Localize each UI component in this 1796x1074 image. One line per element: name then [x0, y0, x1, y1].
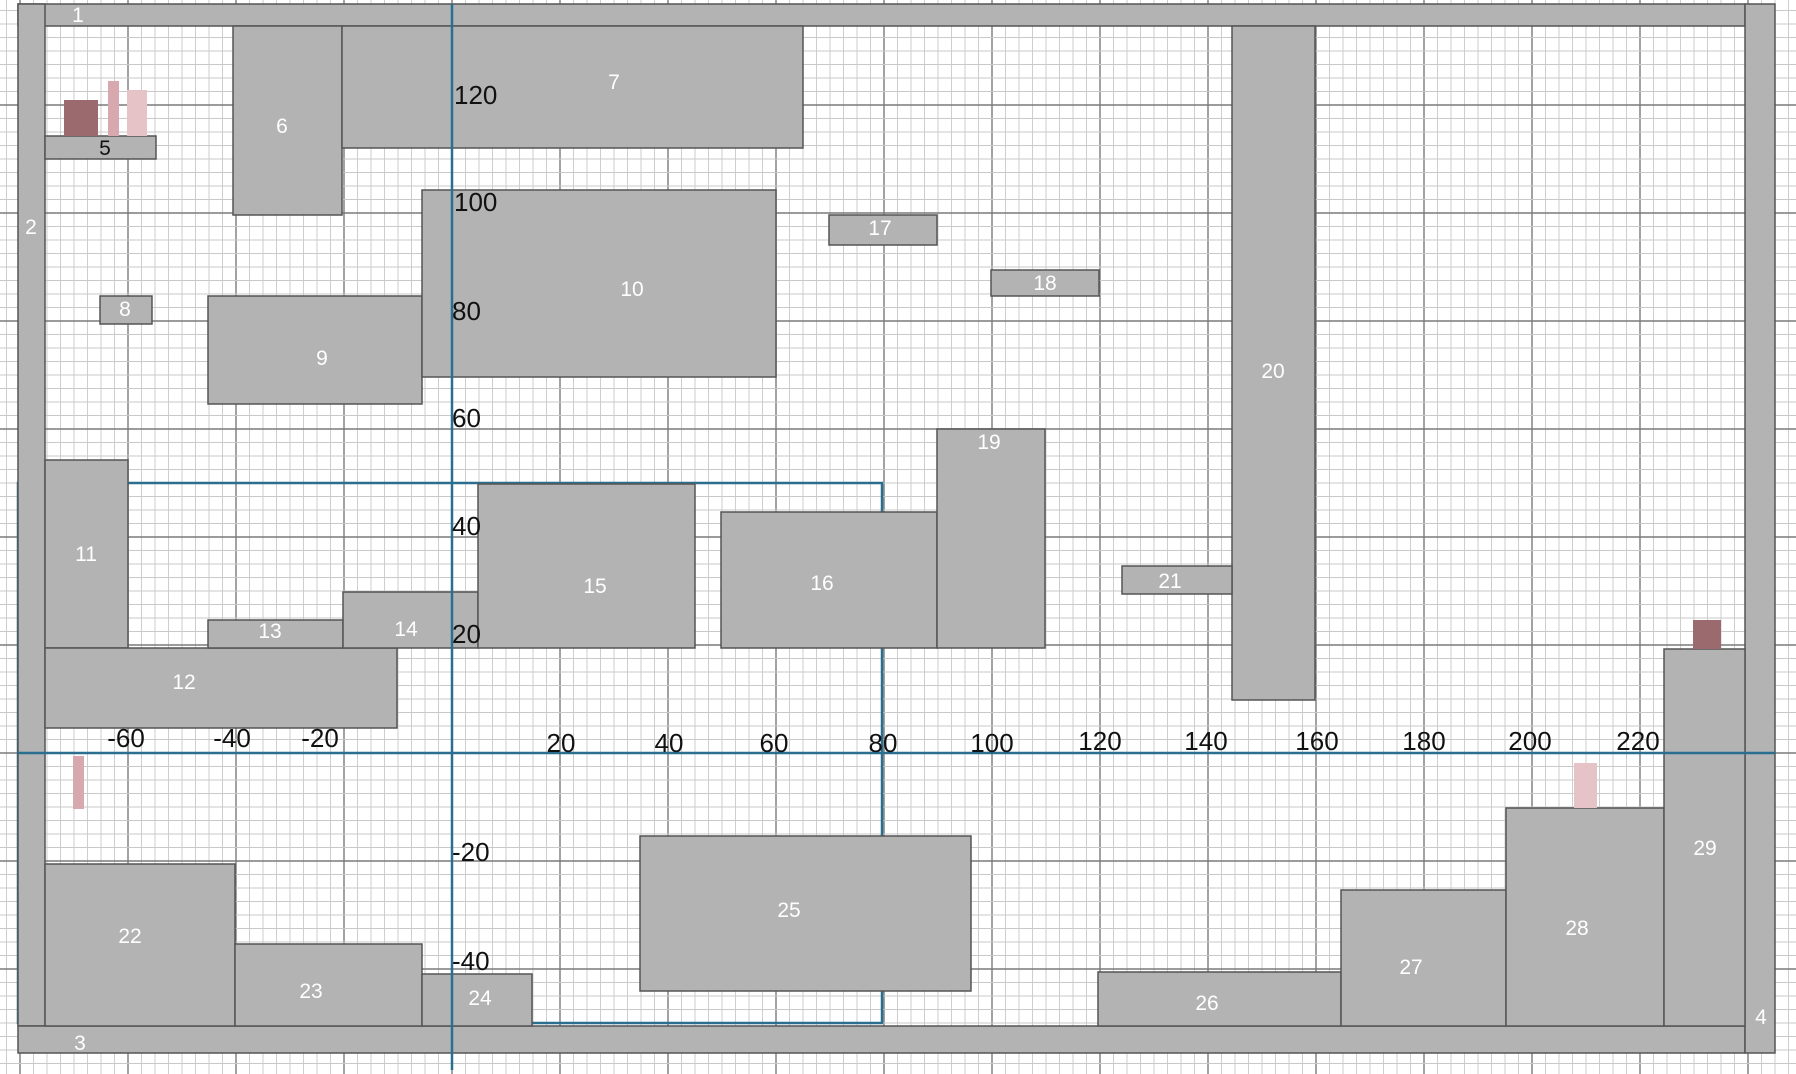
block-label: 1: [72, 4, 84, 27]
block-1: [18, 4, 1745, 26]
block-label: 7: [608, 71, 620, 94]
y-tick-label: 120: [454, 80, 498, 110]
x-tick-label: 100: [970, 728, 1014, 758]
x-tick-label: 60: [759, 728, 789, 758]
block-3: [18, 1026, 1745, 1053]
block-15: [478, 484, 695, 648]
y-tick-label: 100: [454, 187, 498, 217]
y-tick-label: 60: [452, 403, 481, 433]
x-tick-label: 220: [1616, 726, 1660, 756]
block-25: [640, 836, 971, 991]
block-label: 25: [777, 899, 801, 922]
x-tick-label: 80: [868, 728, 898, 758]
x-tick-label: 160: [1295, 726, 1339, 756]
x-tick-label: -20: [301, 723, 339, 753]
block-label: 22: [118, 925, 142, 948]
block-label: 12: [172, 671, 196, 694]
block-label: 3: [74, 1032, 86, 1055]
marker-tall-bar: [108, 81, 119, 136]
x-tick-label: -40: [213, 723, 251, 753]
x-tick-label: 40: [654, 728, 684, 758]
block-label: 20: [1261, 360, 1285, 383]
block-label: 28: [1565, 917, 1589, 940]
x-tick-label: 120: [1078, 726, 1122, 756]
block-label: 13: [258, 620, 282, 643]
block-2: [18, 4, 45, 1026]
block-26: [1098, 972, 1341, 1026]
marker-light-bar: [127, 90, 147, 136]
x-tick-label: -60: [107, 723, 145, 753]
x-tick-label: 140: [1184, 726, 1228, 756]
block-label: 9: [316, 347, 328, 370]
block-label: 23: [299, 980, 323, 1003]
block-label: 29: [1693, 837, 1717, 860]
block-7: [342, 26, 803, 148]
block-23: [235, 944, 422, 1026]
block-9: [208, 296, 422, 404]
y-tick-label: 20: [452, 619, 481, 649]
x-tick-label: 20: [546, 728, 576, 758]
y-tick-label: -20: [452, 837, 490, 867]
x-tick-label: 200: [1508, 726, 1552, 756]
marker-dark-box: [64, 100, 98, 136]
block-label: 2: [25, 216, 37, 239]
block-27: [1341, 890, 1506, 1026]
block-12: [45, 648, 397, 728]
block-label: 10: [620, 278, 644, 301]
block-label: 14: [394, 618, 418, 641]
block-label: 4: [1755, 1006, 1767, 1029]
marker-hanging-bar: [73, 756, 84, 809]
block-label: 8: [119, 298, 131, 321]
y-tick-label: 80: [452, 296, 481, 326]
marker-dark-cube: [1693, 620, 1721, 649]
block-4: [1745, 4, 1775, 1053]
y-tick-label: -40: [452, 946, 490, 976]
block-label: 21: [1158, 570, 1182, 593]
block-10: [422, 190, 776, 377]
block-label: 18: [1033, 272, 1057, 295]
block-label: 24: [468, 987, 492, 1010]
block-label: 27: [1399, 956, 1423, 979]
marker-light-post: [1574, 763, 1597, 808]
block-label: 6: [276, 115, 288, 138]
block-label: 16: [810, 572, 834, 595]
block-label: 5: [99, 137, 111, 160]
block-19: [937, 429, 1045, 648]
block-label: 26: [1195, 992, 1219, 1015]
x-tick-label: 180: [1402, 726, 1446, 756]
block-label: 11: [75, 543, 97, 566]
block-label: 19: [977, 431, 1001, 454]
block-label: 15: [583, 575, 607, 598]
block-label: 17: [868, 217, 892, 240]
y-tick-label: 40: [452, 511, 481, 541]
